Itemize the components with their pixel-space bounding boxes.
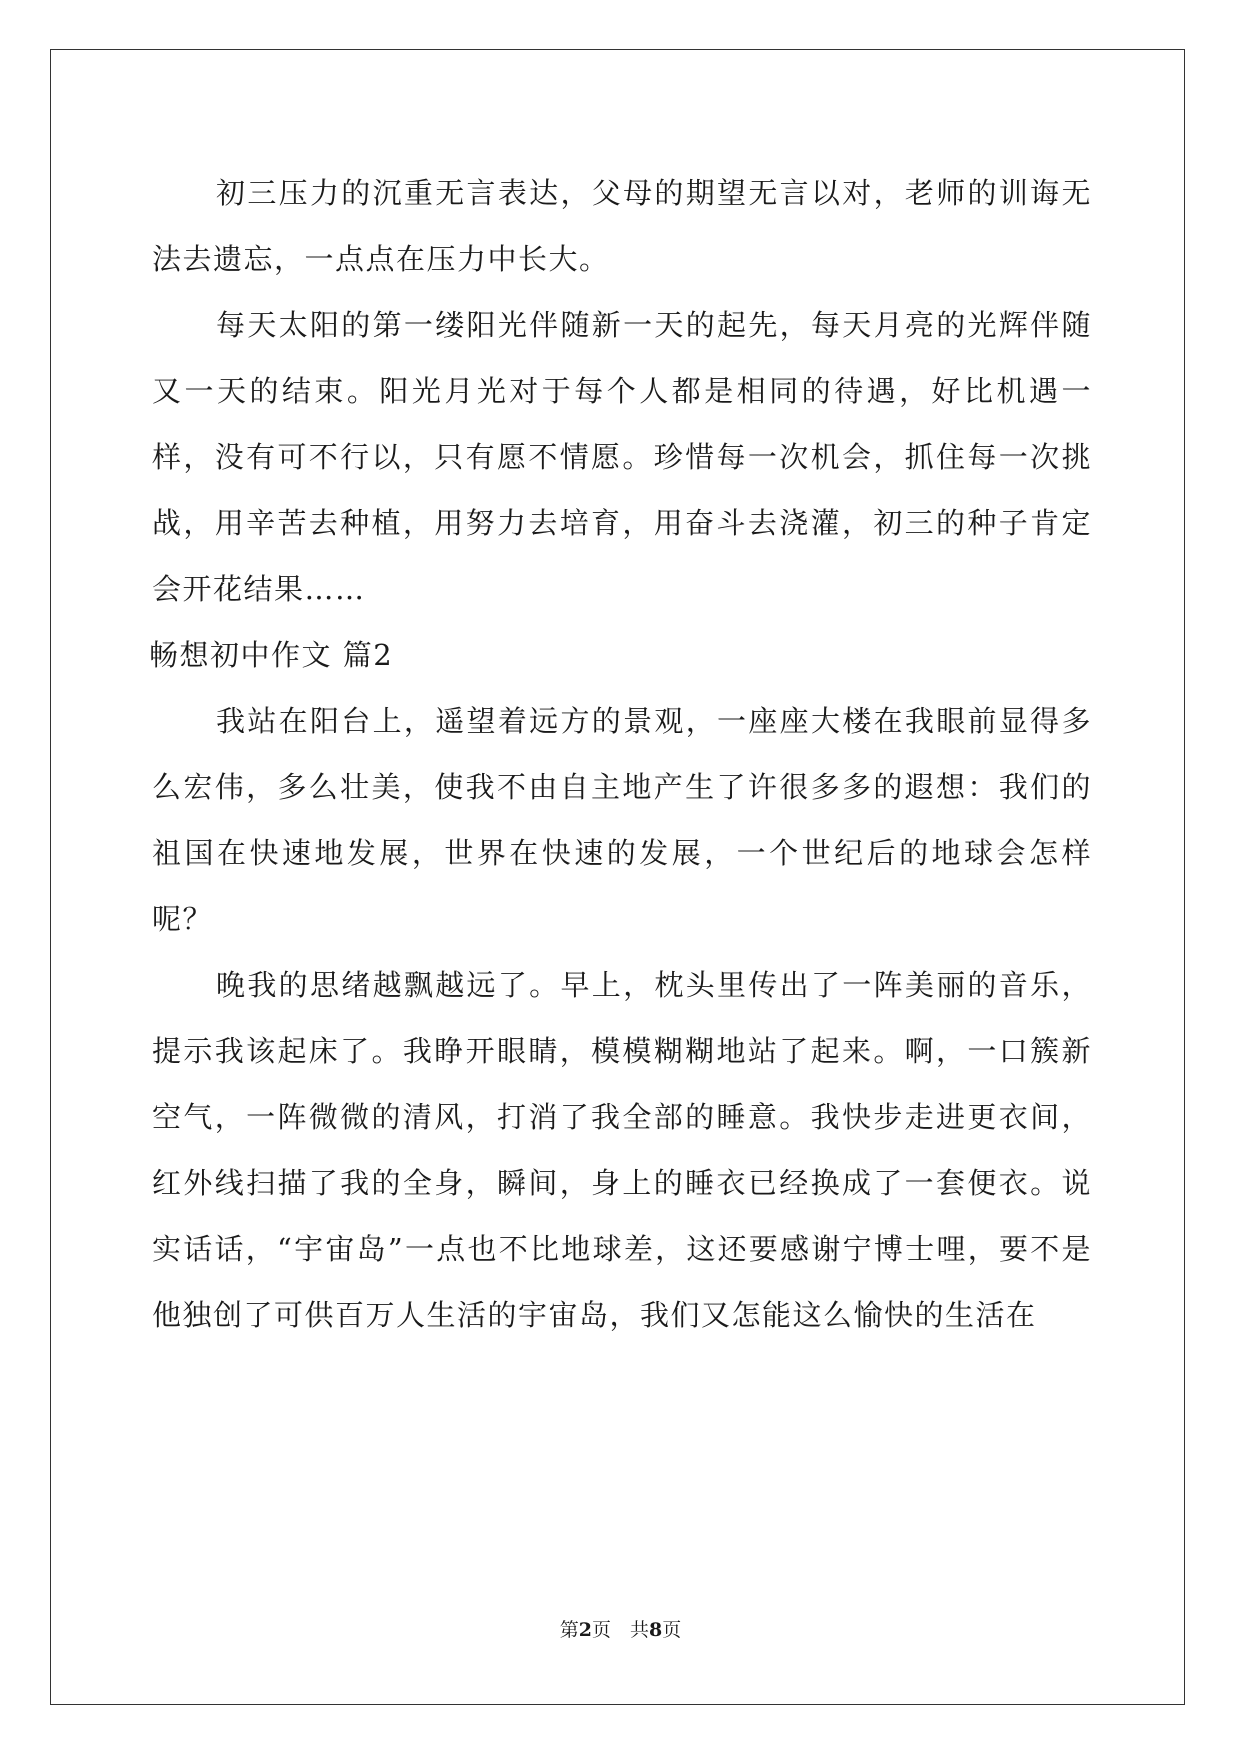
document-body — [149, 160, 1092, 1348]
paragraph: 初三压力的沉重无言表达，父母的期望无言以对，老师的训诲无法去遗忘，一点点在压力中长大。 — [152, 176, 1092, 276]
page-total: 8 — [649, 1619, 663, 1641]
paragraph: 我站在阳台上，遥望着远方的景观，一座座大楼在我眼前显得多么宏伟，多么壮美，使我不由自主地产生了许很多多的遐想：我们的祖国在快速地发展，世界在快速的发展，一个世纪后的地球会怎样呢？ — [152, 704, 1092, 936]
section-heading: 畅想初中作文 篇2 — [149, 638, 394, 672]
page-current: 2 — [578, 1619, 592, 1641]
page-prefix: 第 — [559, 1619, 579, 1641]
paragraph: 每天太阳的第一缕阳光伴随新一天的起先，每天月亮的光辉伴随又一天的结束。阳光月光对于每个人都是相同的待遇，好比机遇一样，没有可不行以，只有愿不情愿。珍惜每一次机会，抓住每一次挑战，用辛苦去种植，用努力去培育，用奋斗去浇灌，初三的种子肯定会开花结果…… — [152, 308, 1092, 606]
page-mid: 页 共 — [591, 1619, 649, 1641]
paragraph: 晚我的思绪越飘越远了。早上，枕头里传出了一阵美丽的音乐，提示我该起床了。我睁开眼睛，模模糊糊地站了起来。啊，一口簇新空气，一阵微微的清风，打消了我全部的睡意。我快步走进更衣间，红外线扫描了我的全身，瞬间，身上的睡衣已经换成了一套便衣。说实话话，“宇宙岛”一点也不比地球差，这还要感谢宁博士哩，要不是他独创了可供百万人生活的宇宙岛，我们又怎能这么愉快的生活在 — [152, 968, 1092, 1332]
page-footer — [0, 1615, 1241, 1642]
page-suffix: 页 — [662, 1619, 682, 1641]
